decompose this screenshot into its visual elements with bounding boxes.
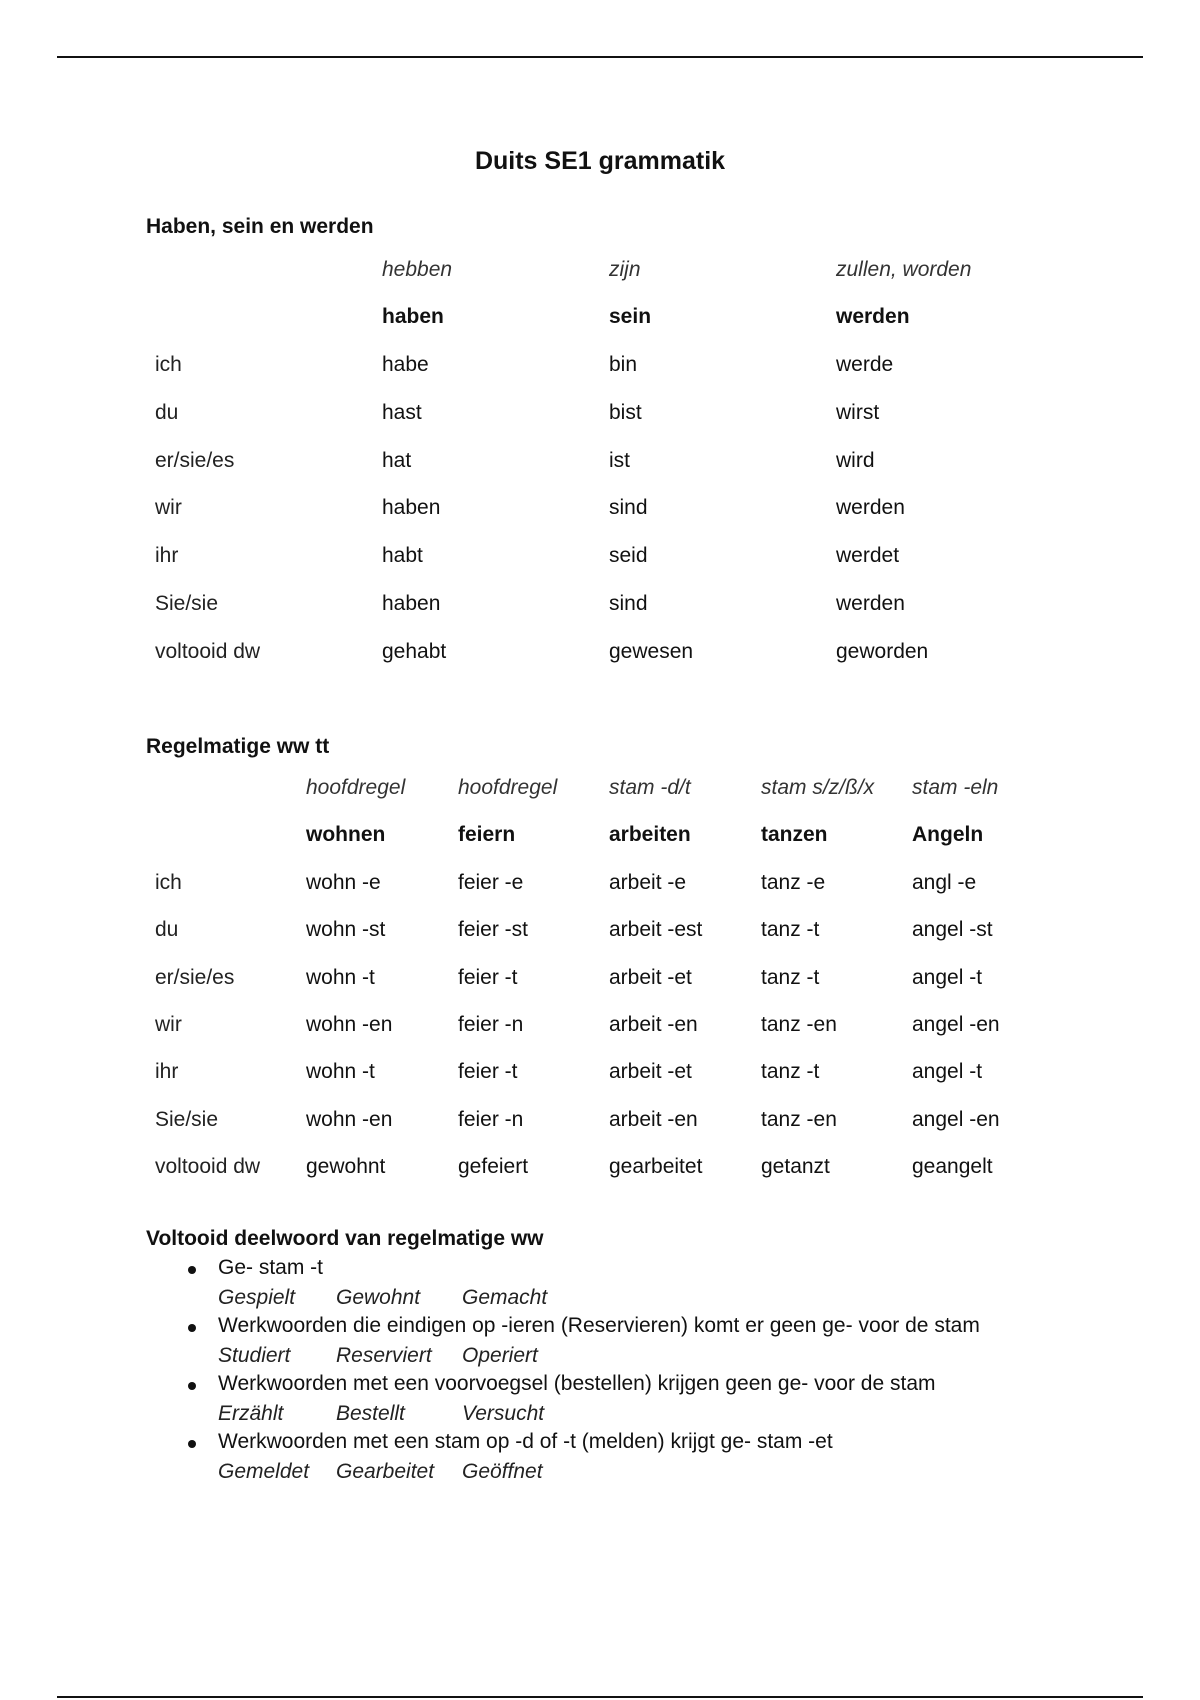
- verb-form-cell: tanz -en: [761, 1107, 837, 1131]
- pronoun-cell: voltooid dw: [155, 1154, 261, 1178]
- verb-form-cell: wohn -st: [306, 918, 386, 942]
- verb-form-cell: angel -t: [912, 965, 983, 989]
- verb-header: haben: [382, 305, 444, 328]
- verb-form-cell: angel -st: [912, 918, 993, 942]
- verb-form-cell: tanz -t: [761, 1060, 820, 1084]
- verb-form-cell: feier -e: [458, 871, 524, 894]
- verb-form-cell: arbeit -et: [609, 965, 692, 989]
- verb-form-cell: wird: [836, 448, 875, 472]
- verb-form-cell: arbeit -et: [609, 1060, 692, 1084]
- example-word: Reserviert: [336, 1344, 432, 1367]
- section-heading-regelmatige-ww: Regelmatige ww tt: [146, 735, 330, 758]
- pronoun-cell: du: [155, 918, 179, 942]
- rule-text: Werkwoorden met een stam op -d of -t (melden) krijgt ge- stam -et: [218, 1430, 833, 1453]
- verb-form-cell: tanz -t: [761, 918, 820, 942]
- pronoun-cell: ihr: [155, 544, 179, 568]
- rule-text: Werkwoorden die eindigen op -ieren (Reservieren) komt er geen ge- voor de stam: [218, 1314, 980, 1337]
- verb-form-cell: gefeiert: [458, 1154, 529, 1178]
- verb-form-cell: wirst: [836, 400, 880, 424]
- example-word: Geöffnet: [462, 1460, 543, 1483]
- category-cell: stam -eln: [912, 776, 999, 799]
- example-word: Versucht: [462, 1402, 545, 1425]
- verb-form-cell: angel -en: [912, 1012, 1000, 1036]
- verb-form-cell: feier -t: [458, 965, 518, 989]
- pronoun-cell: wir: [155, 496, 182, 520]
- verb-form-cell: habt: [382, 544, 423, 568]
- pronoun-cell: ich: [155, 871, 182, 894]
- verb-form-cell: tanz -en: [761, 1012, 837, 1036]
- verb-header: wohnen: [306, 823, 386, 846]
- bullet-icon: [188, 1324, 196, 1332]
- verb-form-cell: haben: [382, 496, 441, 520]
- verb-form-cell: geworden: [836, 639, 929, 663]
- verb-header: feiern: [458, 823, 516, 846]
- pronoun-cell: er/sie/es: [155, 965, 235, 989]
- verb-form-cell: arbeit -e: [609, 871, 687, 894]
- verb-form-cell: angel -en: [912, 1107, 1000, 1131]
- verb-form-cell: feier -n: [458, 1107, 524, 1131]
- category-cell: stam s/z/ß/x: [761, 776, 875, 799]
- verb-header: tanzen: [761, 823, 828, 846]
- pronoun-cell: wir: [155, 1012, 182, 1036]
- verb-form-cell: seid: [609, 544, 648, 568]
- section-heading-haben-sein-werden: Haben, sein en werden: [146, 215, 374, 238]
- pronoun-cell: ihr: [155, 1060, 179, 1084]
- bottom-rule: [57, 1696, 1143, 1698]
- verb-form-cell: wohn -en: [306, 1107, 393, 1131]
- example-word: Operiert: [462, 1344, 538, 1367]
- verb-form-cell: werden: [836, 592, 905, 615]
- verb-form-cell: tanz -t: [761, 965, 820, 989]
- verb-form-cell: gewohnt: [306, 1154, 386, 1178]
- verb-form-cell: haben: [382, 592, 441, 615]
- verb-form-cell: gehabt: [382, 639, 447, 663]
- translation-cell: zullen, worden: [836, 258, 972, 281]
- page-title: Duits SE1 grammatik: [474, 147, 726, 175]
- verb-form-cell: sind: [609, 496, 648, 520]
- top-rule: [57, 56, 1143, 58]
- verb-header: Angeln: [912, 823, 984, 846]
- verb-form-cell: wohn -e: [306, 871, 381, 894]
- pronoun-cell: Sie/sie: [155, 592, 219, 615]
- verb-form-cell: feier -st: [458, 918, 529, 942]
- pronoun-cell: er/sie/es: [155, 448, 235, 472]
- bullet-icon: [188, 1266, 196, 1274]
- verb-form-cell: hast: [382, 400, 422, 424]
- example-word: Gemacht: [462, 1286, 548, 1309]
- translation-cell: hebben: [382, 258, 453, 281]
- verb-header: werden: [836, 305, 910, 328]
- example-word: Studiert: [218, 1344, 291, 1367]
- pronoun-cell: du: [155, 400, 179, 424]
- verb-form-cell: wohn -t: [306, 1060, 375, 1084]
- verb-header: arbeiten: [609, 823, 691, 846]
- verb-form-cell: feier -t: [458, 1060, 518, 1084]
- pronoun-cell: voltooid dw: [155, 639, 261, 663]
- example-word: Gemeldet: [218, 1460, 310, 1483]
- verb-form-cell: gewesen: [609, 639, 694, 663]
- pronoun-cell: ich: [155, 353, 182, 376]
- verb-header: sein: [609, 305, 652, 328]
- verb-form-cell: wohn -en: [306, 1012, 393, 1036]
- verb-form-cell: gearbeitet: [609, 1154, 703, 1178]
- rule-text: Werkwoorden met een voorvoegsel (bestellen) krijgen geen ge- voor de stam: [218, 1372, 936, 1395]
- verb-form-cell: feier -n: [458, 1012, 524, 1036]
- verb-form-cell: angel -t: [912, 1060, 983, 1084]
- verb-form-cell: angl -e: [912, 871, 977, 894]
- verb-form-cell: werdet: [836, 544, 900, 568]
- example-word: Gearbeitet: [336, 1460, 435, 1483]
- bullet-icon: [188, 1382, 196, 1390]
- category-cell: hoofdregel: [306, 776, 406, 799]
- bullet-icon: [188, 1440, 196, 1448]
- verb-form-cell: arbeit -est: [609, 918, 703, 942]
- rule-text: Ge- stam -t: [218, 1256, 324, 1279]
- verb-form-cell: bin: [609, 353, 638, 376]
- category-cell: stam -d/t: [609, 776, 691, 799]
- verb-form-cell: geangelt: [912, 1154, 993, 1178]
- verb-form-cell: habe: [382, 353, 429, 376]
- verb-form-cell: bist: [609, 400, 642, 424]
- verb-form-cell: wohn -t: [306, 965, 375, 989]
- verb-form-cell: arbeit -en: [609, 1012, 698, 1036]
- example-word: Gespielt: [218, 1286, 296, 1309]
- verb-form-cell: tanz -e: [761, 871, 826, 894]
- verb-form-cell: getanzt: [761, 1154, 830, 1178]
- verb-form-cell: ist: [609, 448, 630, 472]
- pronoun-cell: Sie/sie: [155, 1107, 219, 1131]
- verb-form-cell: werde: [836, 353, 894, 376]
- example-word: Erzählt: [218, 1402, 284, 1425]
- category-cell: hoofdregel: [458, 776, 558, 799]
- verb-form-cell: arbeit -en: [609, 1107, 698, 1131]
- verb-form-cell: werden: [836, 496, 905, 520]
- example-word: Gewohnt: [336, 1286, 421, 1309]
- verb-form-cell: hat: [382, 448, 412, 472]
- section-heading-voltooid-deelwoord: Voltooid deelwoord van regelmatige ww: [146, 1227, 544, 1250]
- example-word: Bestellt: [336, 1402, 405, 1425]
- verb-form-cell: sind: [609, 592, 648, 615]
- translation-cell: zijn: [609, 258, 641, 281]
